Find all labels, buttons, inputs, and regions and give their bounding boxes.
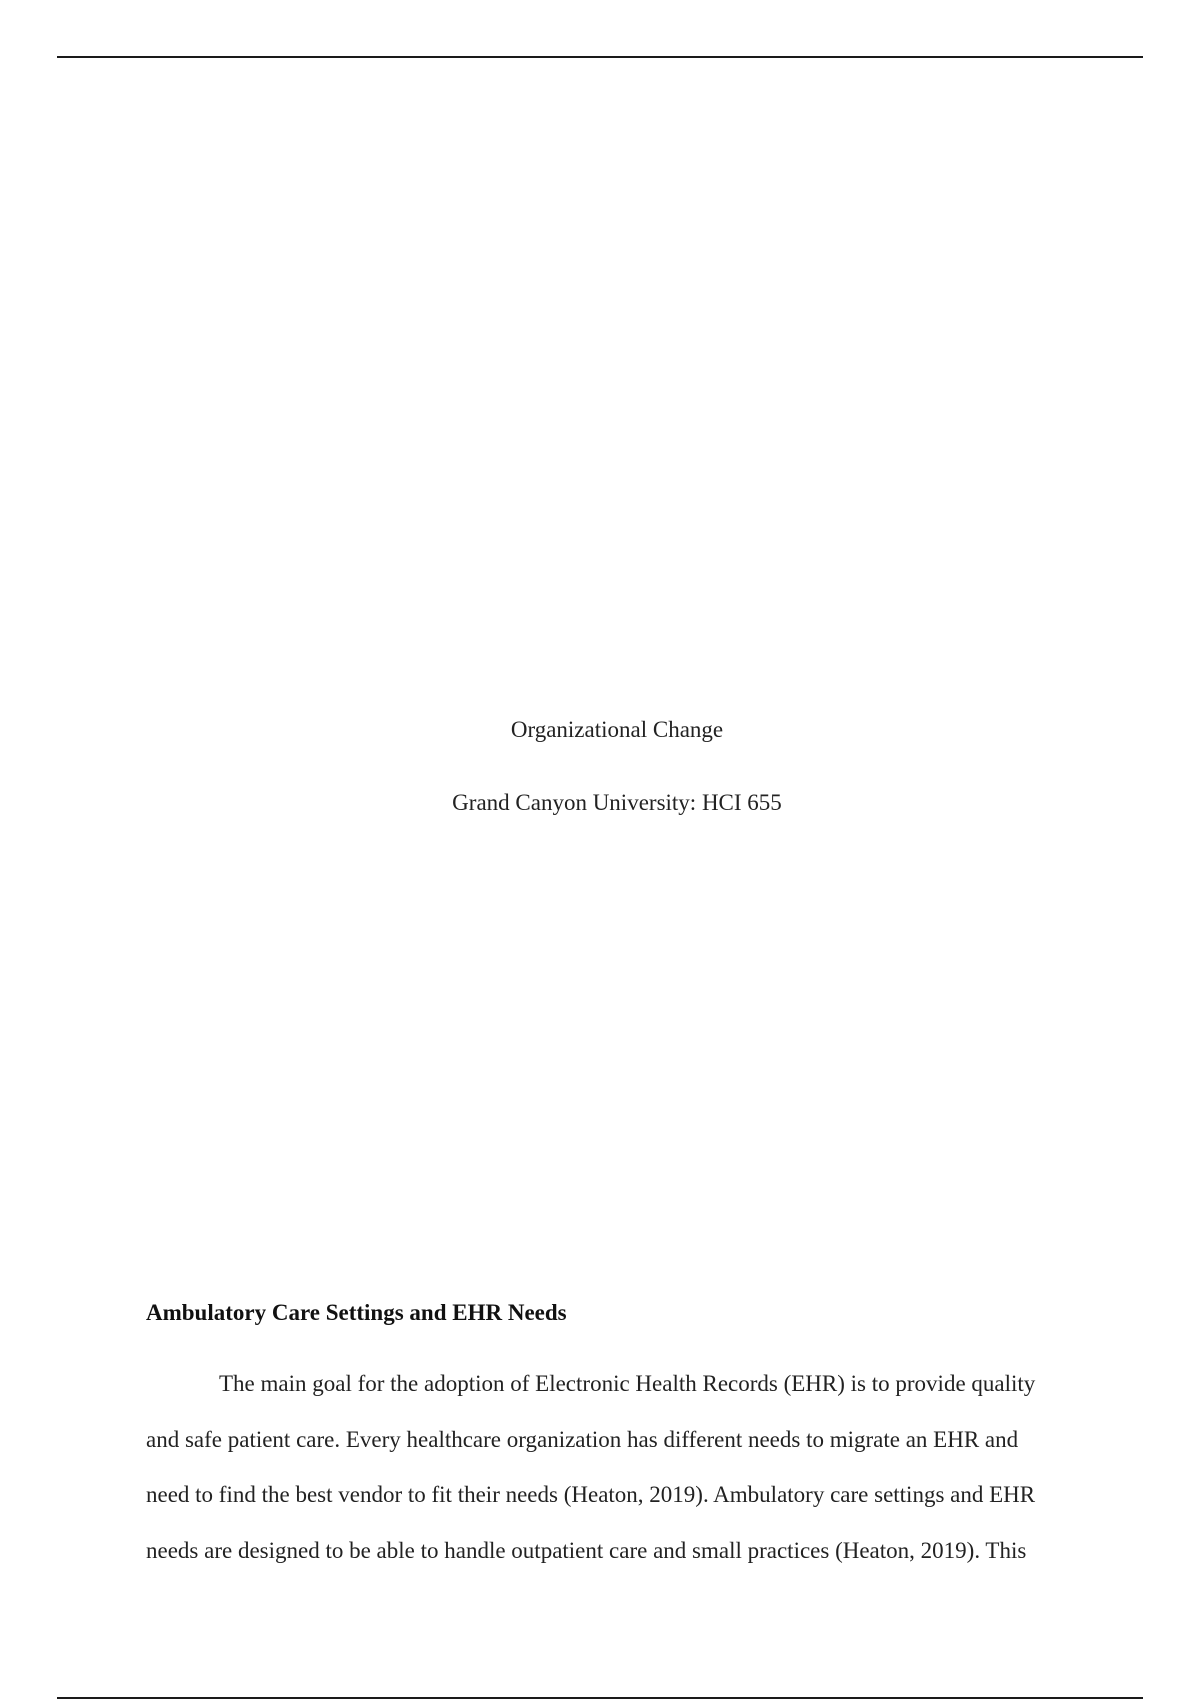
bottom-rule <box>57 1697 1143 1699</box>
top-rule <box>57 56 1143 58</box>
paragraph-line: needs are designed to be able to handle outpatient care and small practices (Heaton, 2019). This <box>146 1538 1027 1563</box>
paragraph-line: need to find the best vendor to fit their needs (Heaton, 2019). Ambulatory care settings and EHR <box>146 1482 1036 1507</box>
document-title: Organizational Change <box>510 717 724 742</box>
paragraph-line: and safe patient care. Every healthcare organization has different needs to migrate an EHR and <box>146 1427 1019 1452</box>
section-heading: Ambulatory Care Settings and EHR Needs <box>146 1300 567 1325</box>
institution-line: Grand Canyon University: HCI 655 <box>452 790 782 815</box>
paragraph-line: The main goal for the adoption of Electronic Health Records (EHR) is to provide quality <box>219 1371 1036 1396</box>
